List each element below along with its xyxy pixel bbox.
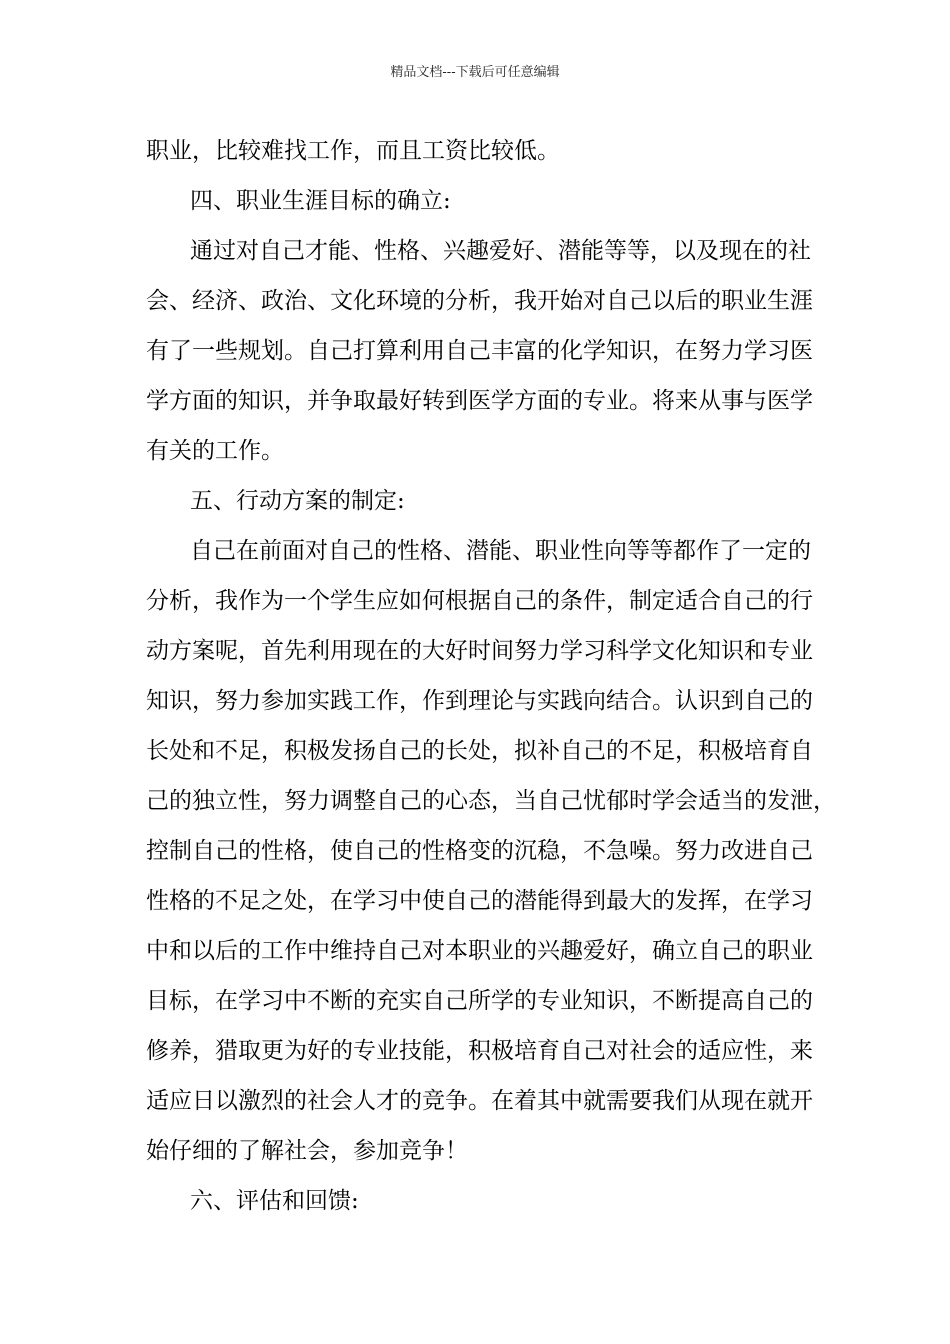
section-heading-5: 五、行动方案的制定: — [190, 488, 405, 514]
text-line-19: 修养，猎取更为好的专业技能，积极培育自己对社会的适应性，来 — [146, 1038, 813, 1064]
text-line-14: 己的独立性，努力调整自己的心态，当自己忧郁时学会适当的发泄， — [146, 788, 836, 814]
text-line-17: 中和以后的工作中维持自己对本职业的兴趣爱好，确立自己的职业 — [146, 938, 813, 964]
text-line-5: 有了一些规划。自己打算利用自己丰富的化学知识，在努力学习医 — [146, 338, 813, 364]
text-line-18: 目标，在学习中不断的充实自己所学的专业知识，不断提高自己的 — [146, 988, 813, 1014]
text-line-15: 控制自己的性格，使自己的性格变的沉稳，不急噪。努力改进自己 — [146, 838, 813, 864]
text-line-21: 始仔细的了解社会，参加竞争！ — [146, 1138, 468, 1164]
section-heading-6: 六、评估和回馈: — [190, 1188, 359, 1214]
text-line-3: 通过对自己才能、性格、兴趣爱好、潜能等等，以及现在的社 — [190, 238, 811, 264]
text-line-13: 长处和不足，积极发扬自己的长处，拟补自己的不足，积极培育自 — [146, 738, 813, 764]
text-line-20: 适应日以激烈的社会人才的竞争。在着其中就需要我们从现在就开 — [146, 1088, 813, 1114]
text-line-10: 分析，我作为一个学生应如何根据自己的条件，制定适合自己的行 — [146, 588, 813, 614]
text-line-4: 会、经济、政治、文化环境的分析，我开始对自己以后的职业生涯 — [146, 288, 813, 314]
text-line-16: 性格的不足之处，在学习中使自己的潜能得到最大的发挥，在学习 — [146, 888, 813, 914]
text-line-1: 职业，比较难找工作，而且工资比较低。 — [146, 138, 560, 164]
text-line-7: 有关的工作。 — [146, 438, 284, 464]
text-line-9: 自己在前面对自己的性格、潜能、职业性向等等都作了一定的 — [190, 538, 811, 564]
section-heading-4: 四、职业生涯目标的确立: — [190, 188, 451, 214]
page-header: 精品文档---下载后可任意编辑 — [390, 65, 560, 80]
text-line-6: 学方面的知识，并争取最好转到医学方面的专业。将来从事与医学 — [146, 388, 813, 414]
text-line-11: 动方案呢，首先利用现在的大好时间努力学习科学文化知识和专业 — [146, 638, 813, 664]
text-line-12: 知识，努力参加实践工作，作到理论与实践向结合。认识到自己的 — [146, 688, 813, 714]
